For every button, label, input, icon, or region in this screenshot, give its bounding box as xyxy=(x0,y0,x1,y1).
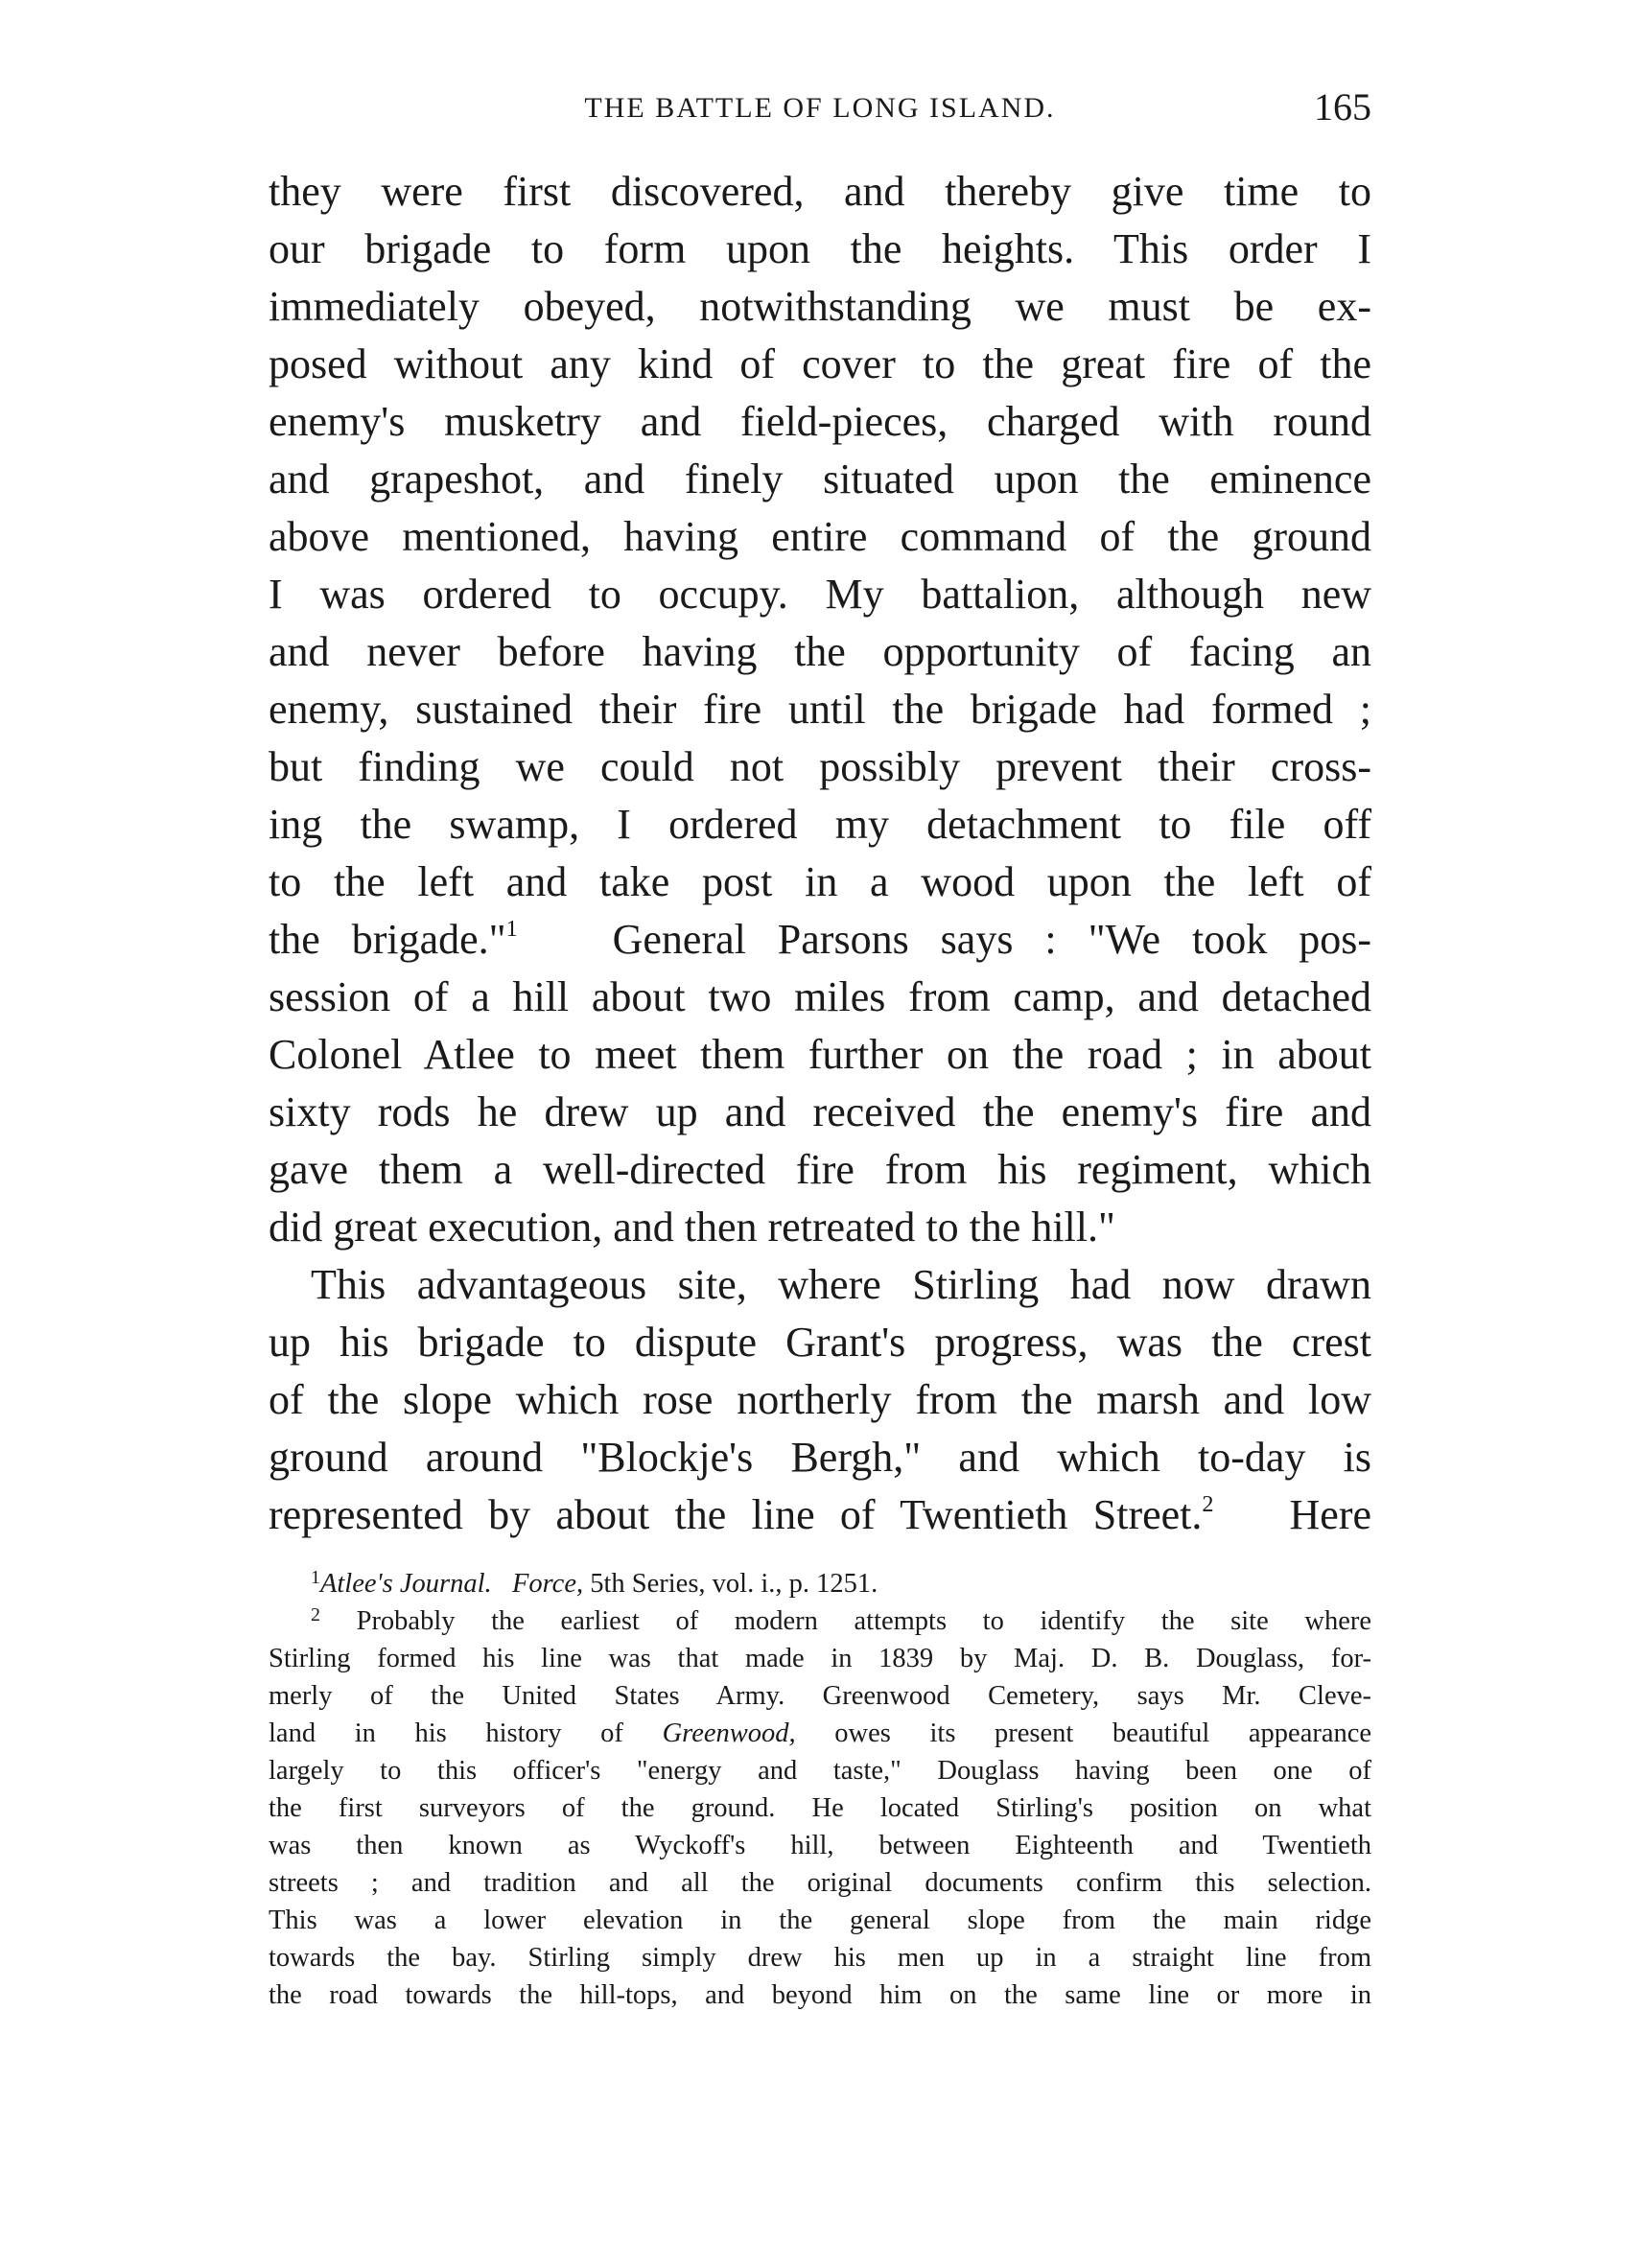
running-head xyxy=(269,84,1371,142)
footnote-2-line xyxy=(269,1715,1371,1752)
footnote-1 xyxy=(269,1565,1371,1602)
footnotes xyxy=(269,1565,1371,2014)
text-line: sixty rods he drew up and received the enemy's fire and xyxy=(269,1088,1371,1135)
text-line: ing the swamp, I ordered my detachment to file off xyxy=(269,801,1371,848)
footnote-journal-title: Atlee's Journal. xyxy=(319,1569,492,1599)
footnote-2-line: Stirling formed his line was that made in 1839 by Maj. D. B. Douglass, for- xyxy=(269,1644,1371,1673)
text-line: up his brigade to dispute Grant's progress, was the crest xyxy=(269,1319,1371,1366)
text-line: of the slope which rose northerly from the marsh and low xyxy=(269,1376,1371,1423)
page-number: 165 xyxy=(1314,85,1371,129)
footnote-ref-1: 1 xyxy=(505,915,518,942)
text-line: posed without any kind of cover to the great fire of the xyxy=(269,340,1371,387)
text-line: gave them a well-directed fire from his regiment, which xyxy=(269,1146,1371,1193)
text-line: session of a hill about two miles from camp, and detached xyxy=(269,973,1371,1020)
footnote-citation: 5th Series, vol. i., p. 1251. xyxy=(590,1569,878,1599)
text-line: and never before having the opportunity of facing an xyxy=(269,628,1371,675)
footnote-book-title: Greenwood, xyxy=(662,1719,796,1748)
footnote-2-line: streets ; and tradition and all the original documents confirm this selection. xyxy=(269,1868,1371,1898)
footnote-2-line: merly of the United States Army. Greenwood Cemetery, says Mr. Cleve- xyxy=(269,1681,1371,1711)
footnote-text: land in his history of xyxy=(269,1719,623,1748)
text-line-with-note xyxy=(269,1486,1371,1544)
text-fragment: General Parsons says : "We took pos- xyxy=(612,916,1372,963)
footnote-2-line: towards the bay. Stirling simply drew his men up in a straight line from xyxy=(269,1943,1371,1973)
text-line: and grapeshot, and finely situated upon the eminence xyxy=(269,456,1371,503)
footnote-2-line: the first surveyors of the ground. He located Stirling's position on what xyxy=(269,1793,1371,1823)
body-text xyxy=(269,163,1371,1544)
text-line-with-note xyxy=(269,911,1371,969)
text-fragment: the brigade." xyxy=(269,916,506,963)
text-line: immediately obeyed, notwithstanding we must be ex- xyxy=(269,283,1371,330)
text-line: Colonel Atlee to meet them further on the road ; in about xyxy=(269,1031,1371,1078)
text-fragment: Here xyxy=(1289,1491,1372,1538)
footnote-2-line xyxy=(269,1602,1371,1640)
footnote-2-line: This was a lower elevation in the general slope from the main ridge xyxy=(269,1906,1371,1935)
text-line: our brigade to form upon the heights. This order I xyxy=(269,225,1371,272)
text-line: above mentioned, having entire command of the ground xyxy=(269,513,1371,560)
footnote-source: Force, xyxy=(511,1569,584,1599)
footnote-marker-2: 2 xyxy=(311,1604,320,1626)
text-line: to the left and take post in a wood upon the left of xyxy=(269,858,1371,905)
footnote-text: owes its present beautiful appearance xyxy=(834,1719,1372,1748)
running-title: THE BATTLE OF LONG ISLAND. xyxy=(584,92,1056,124)
book-page xyxy=(269,84,1371,2014)
footnote-ref-2: 2 xyxy=(1202,1490,1214,1517)
footnote-2-line: largely to this officer's "energy and taste," Douglass having been one of xyxy=(269,1756,1371,1786)
paragraph-start-line: This advantageous site, where Stirling had now drawn xyxy=(311,1261,1371,1308)
footnote-marker-1: 1 xyxy=(311,1567,320,1589)
footnote-2-line: was then known as Wyckoff's hill, between Eighteenth and Twentieth xyxy=(269,1831,1371,1860)
text-line: did great execution, and then retreated to the hill." xyxy=(269,1204,1115,1251)
text-line: ground around "Blockje's Bergh," and which to-day is xyxy=(269,1434,1371,1481)
footnote-2-line: the road towards the hill-tops, and beyond him on the same line or more in xyxy=(269,1980,1371,2010)
text-line: I was ordered to occupy. My battalion, although new xyxy=(269,571,1371,618)
text-line: but finding we could not possibly prevent their cross- xyxy=(269,743,1371,790)
text-line: they were first discovered, and thereby give time to xyxy=(269,168,1371,215)
text-line: enemy's musketry and field-pieces, charged with round xyxy=(269,398,1371,445)
footnote-text: Probably the earliest of modern attempts to identify the site where xyxy=(356,1606,1371,1636)
text-line: enemy, sustained their fire until the brigade had formed ; xyxy=(269,686,1371,733)
text-fragment: represented by about the line of Twentieth Street. xyxy=(269,1491,1203,1538)
